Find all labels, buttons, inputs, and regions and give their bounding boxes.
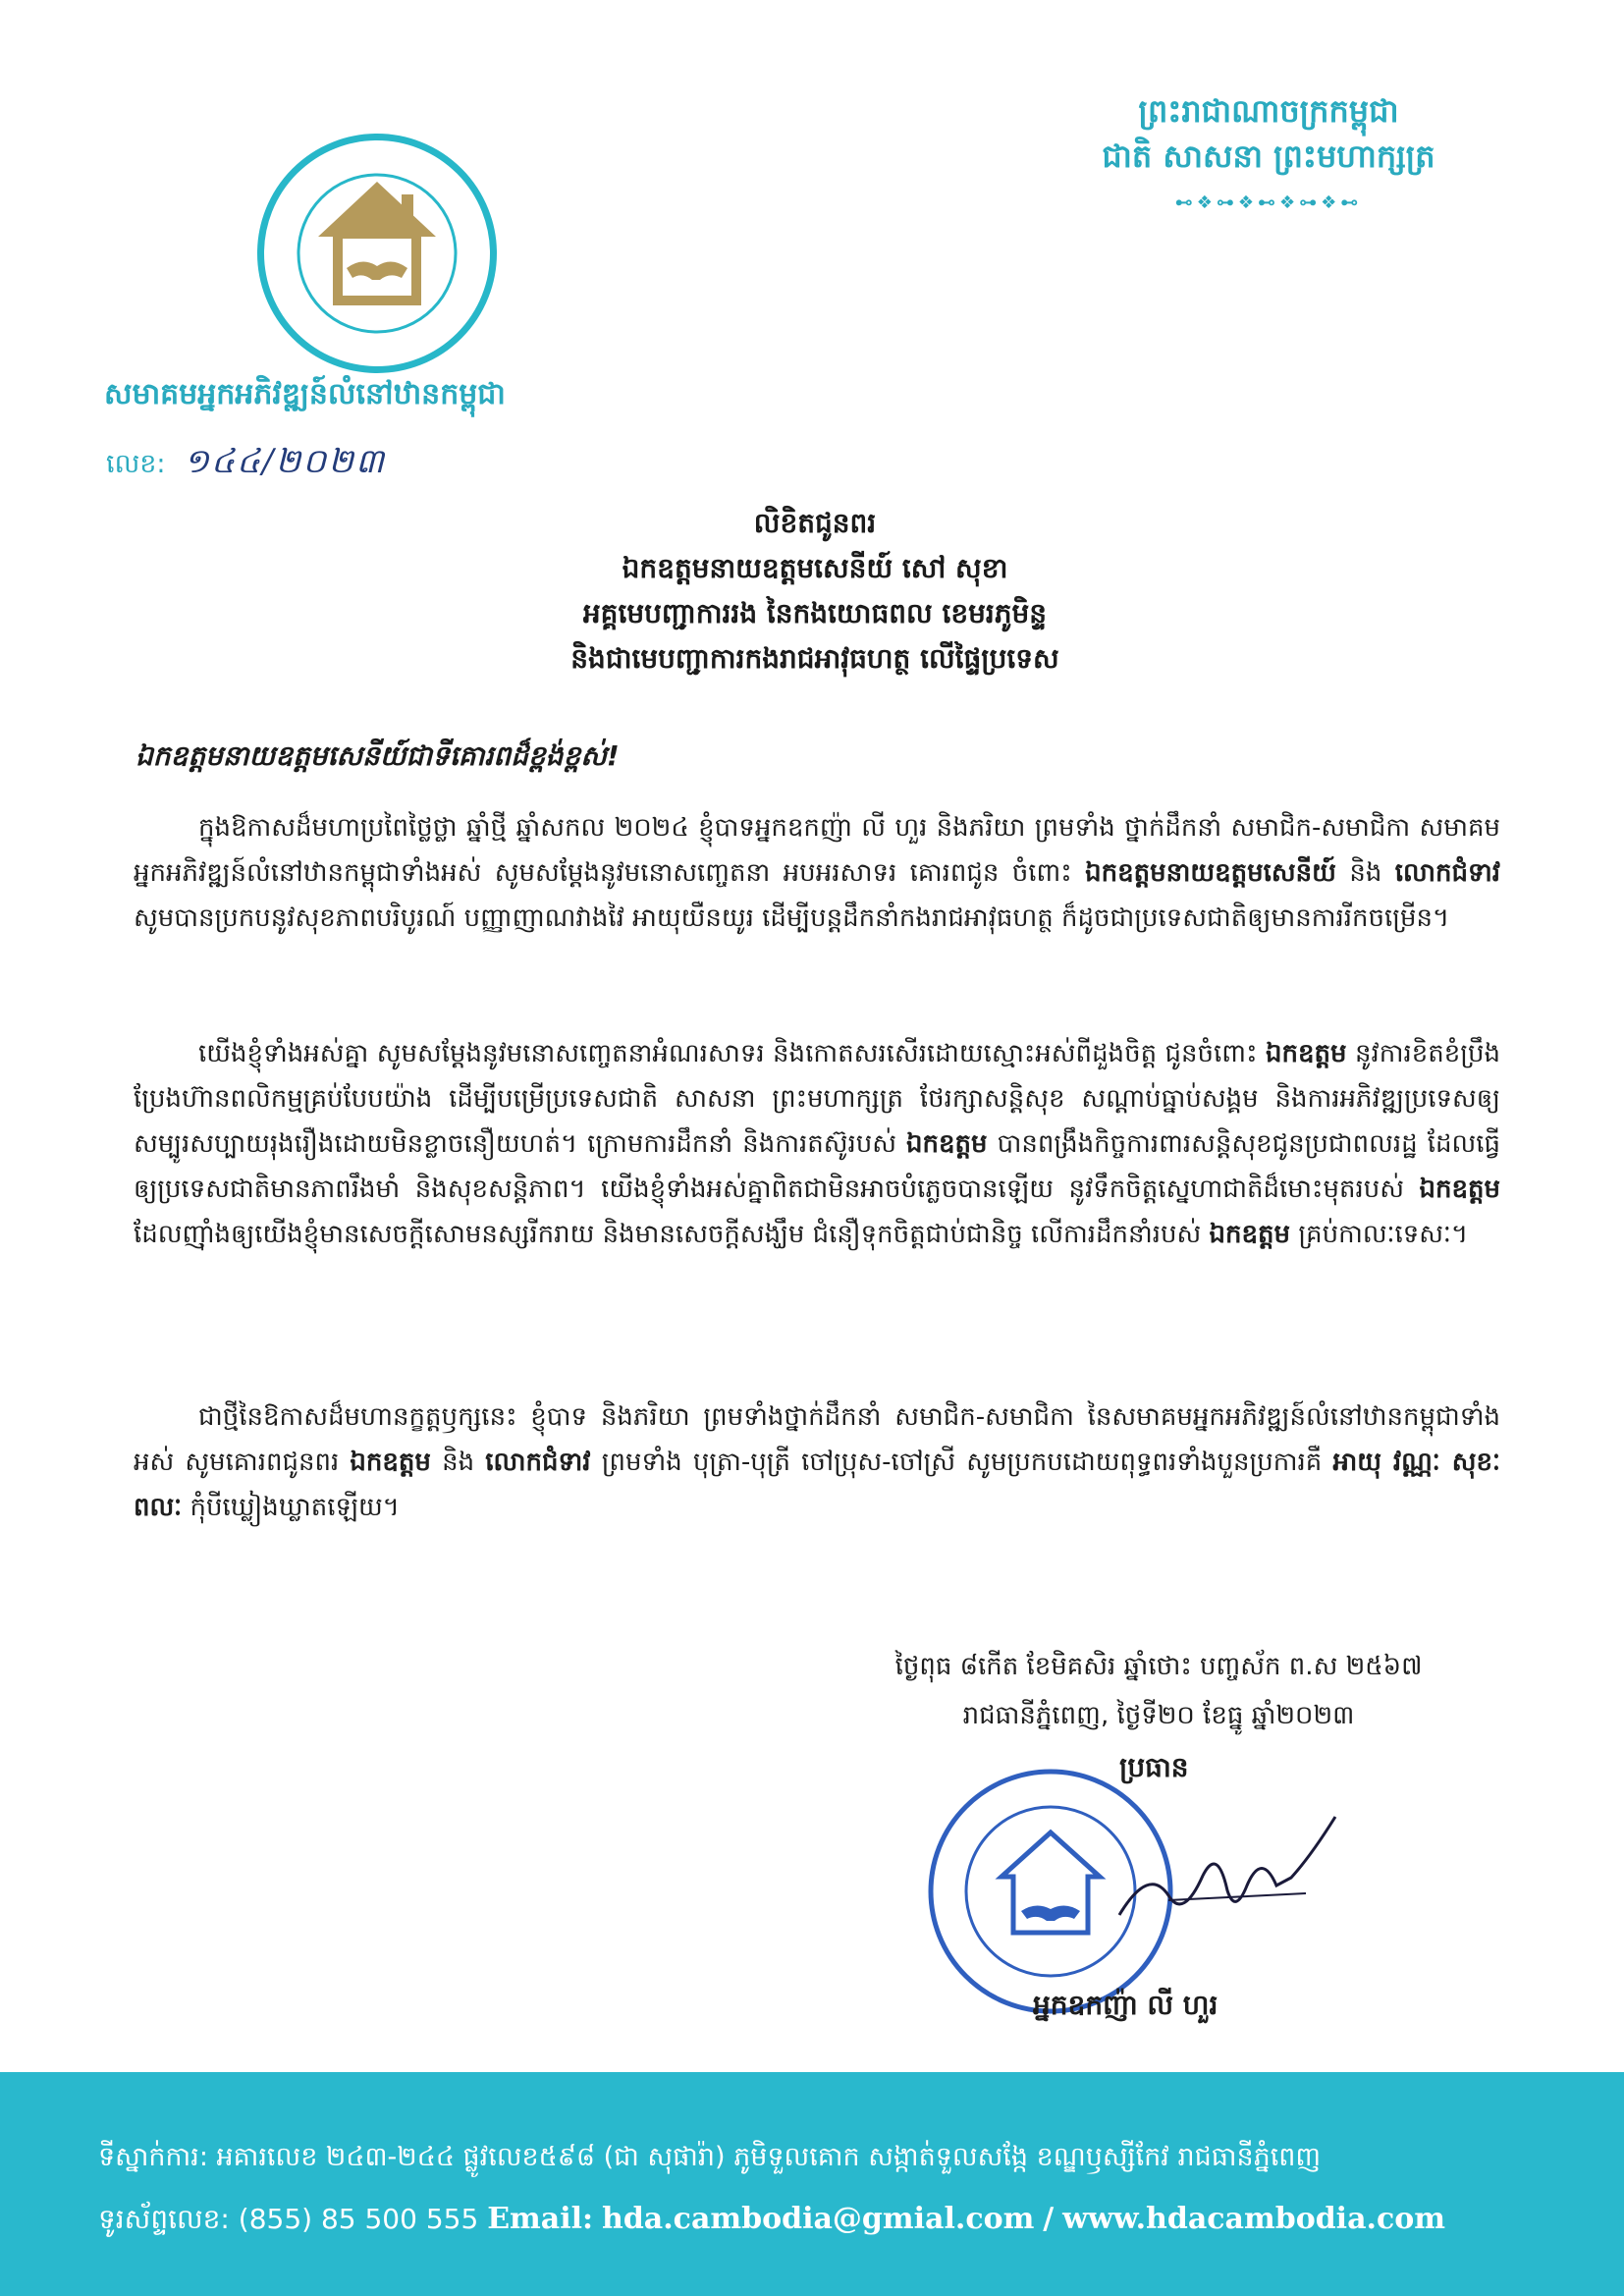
addressee-name: ឯកឧត្តមនាយឧត្តមសេនីយ៍ សៅ សុខា bbox=[622, 552, 1008, 584]
ornament-divider: ⊷❖⊶❖⊷❖⊶❖⊷ bbox=[1174, 192, 1363, 213]
kingdom-line: ព្រះរាជាណាចក្រកម្ពុជា bbox=[1138, 92, 1399, 130]
bold-run: ឯកឧត្តមនាយឧត្តមសេនីយ៍ bbox=[1085, 858, 1336, 888]
text-run: ក្នុងឱកាសដ៏មហាប្រពៃថ្លៃថ្លា ឆ្នាំថ្មី ឆ្នាំសកល ២០២៤ ខ្ញុំបាទអ្នកឧកញ៉ា លី ហួរ និងភរិយា ព្រមទាំង ថ្នាក់ដឹកនាំ សមាជិក-សមាជិកា សមាគមអ្នកអភិវឌ្ឍន៍លំនៅឋានកម្ពុជាទាំងអស់ សូមសម្តែងនូវមនោសញ្ចេតនា អបអរសាទរ គោរពជូន ចំពោះ bbox=[134, 813, 1501, 888]
reference-label: លេខ: bbox=[106, 449, 166, 479]
bold-run: អាយុ វណ្ណៈ សុខៈ ពលៈ bbox=[134, 1448, 1500, 1522]
date-block bbox=[854, 1642, 1463, 1740]
contact-separator: / bbox=[1043, 2202, 1055, 2236]
text-run: កុំបីឃ្លៀងឃ្លាតឡើយ។ bbox=[182, 1493, 400, 1522]
kingdom-motto bbox=[1033, 88, 1504, 213]
association-logo bbox=[257, 134, 497, 373]
footer-bar bbox=[0, 2072, 1624, 2296]
bold-run: ឯកឧត្តម bbox=[1419, 1175, 1500, 1204]
signature bbox=[1110, 1807, 1345, 1944]
president-title: ប្រធាន bbox=[1119, 1751, 1189, 1783]
bold-run: លោកជំទាវ bbox=[485, 1448, 591, 1477]
phone-number: (855) 85 500 555 bbox=[238, 2203, 479, 2235]
paragraph-3 bbox=[134, 1394, 1500, 1530]
bold-run: លោកជំទាវ bbox=[1394, 858, 1500, 888]
salutation: ឯកឧត្តមនាយឧត្តមសេនីយ៍ជាទីគោរពដ៏ខ្ពង់ខ្ពស់! bbox=[135, 739, 620, 772]
text-run: ដែលញ៉ាំងឲ្យយើងខ្ញុំមានសេចក្តីសោមនស្សរីករាយ និងមានសេចក្តីសង្ឃឹម ជំនឿទុកចិត្តជាប់ជានិច្ច លើការដឹកនាំរបស់ bbox=[134, 1220, 1210, 1249]
text-run: គ្រប់កាលៈទេសៈ។ bbox=[1290, 1220, 1469, 1249]
text-run: នូវការខិតខំប្រឹងប្រែងហ៊ានពលិកម្មគ្រប់បែបយ៉ាង ដើម្បីបម្រើប្រទេសជាតិ សាសនា ព្រះមហាក្សត្រ ថែរក្សាសន្តិសុខ សណ្តាប់ធ្នាប់សង្គម និងការអភិវឌ្ឍប្រទេសឲ្យសម្បូរសប្បាយរុងរឿងដោយមិនខ្លាចនឿយហត់។ ក្រោមការដឹកនាំ និងការតស៊ូរបស់ bbox=[134, 1039, 1500, 1159]
bold-run: ឯកឧត្តម bbox=[1265, 1039, 1347, 1068]
email-address: hda.cambodia@gmial.com bbox=[602, 2202, 1035, 2236]
bold-run: ឯកឧត្តម bbox=[350, 1448, 431, 1477]
addressee-position-2: និងជាមេបញ្ជាការកងរាជអាវុធហត្ថ លើផ្ទៃប្រទេស bbox=[570, 642, 1059, 675]
text-run: និង bbox=[430, 1448, 486, 1477]
addressee-block bbox=[324, 501, 1306, 682]
text-run: ជាថ្មីនៃឱកាសដ៏មហានក្ខត្តឫក្សនេះ ខ្ញុំបាទ និងភរិយា ព្រមទាំងថ្នាក់ដឹកនាំ សមាជិក-សមាជិកា នៃសមាគមអ្នកអភិវឌ្ឍន៍លំនៅឋានកម្ពុជាទាំងអស់ សូមគោរពជូនពរ bbox=[134, 1402, 1500, 1477]
paragraph-1 bbox=[134, 805, 1500, 941]
text-run: បានពង្រឹងកិច្ចការពារសន្តិសុខជូនប្រជាពលរដ្ឋ ដែលធ្វើឲ្យប្រទេសជាតិមានភាពរឹងមាំ និងសុខសន្តិភាព។ យើងខ្ញុំទាំងអស់គ្នាពិតជាមិនអាចបំភ្លេចបានឡើយ នូវទឹកចិត្តស្នេហាជាតិដ៏មោះមុតរបស់ bbox=[134, 1129, 1500, 1204]
organization-name: សមាគមអ្នកអភិវឌ្ឍន៍លំនៅឋានកម្ពុជា bbox=[104, 377, 506, 411]
paragraph-2 bbox=[134, 1031, 1500, 1257]
place-date: រាជធានីភ្នំពេញ, ថ្ងៃទី២០ ខែធ្នូ ឆ្នាំ២០២៣ bbox=[962, 1701, 1355, 1730]
reference-value: ១៤៤/២០២៣ bbox=[184, 442, 387, 481]
footer-address: ទីស្នាក់ការ: អគារលេខ ២៤៣-២៤៤ ផ្លូវលេខ៥៩៨ (ជា សុផារ៉ា) ភូមិទួលគោក សង្កាត់ទួលសង្កែ ខណ្ឌឫស្សីកែវ រាជធានីភ្នំពេញ bbox=[98, 2142, 1322, 2172]
reference-number bbox=[106, 440, 386, 489]
text-run: យើងខ្ញុំទាំងអស់គ្នា សូមសម្តែងនូវមនោសញ្ចេតនាអំណរសាទរ និងកោតសរសើរដោយស្មោះអស់ពីដួងចិត្ត ជូនចំពោះ bbox=[198, 1039, 1266, 1068]
phone-label: ទូរស័ព្ទលេខ: bbox=[98, 2203, 230, 2235]
house-handshake-icon bbox=[264, 140, 490, 366]
bold-run: ឯកឧត្តម bbox=[1209, 1220, 1291, 1249]
nation-religion-king-line: ជាតិ សាសនា ព្រះមហាក្សត្រ bbox=[1102, 137, 1435, 175]
text-run: និង bbox=[1335, 858, 1395, 888]
email-label: Email: bbox=[487, 2202, 594, 2236]
addressee-position: អគ្គមេបញ្ជាការរង នៃកងយោធពល ខេមរភូមិន្ទ bbox=[582, 597, 1048, 629]
lunar-date: ថ្ងៃពុធ ៨កើត ខែមិគសិរ ឆ្នាំថោះ បញ្ចស័ក ព.ស ២៥៦៧ bbox=[894, 1652, 1423, 1681]
text-run: ព្រមទាំង បុត្រា-បុត្រី ចៅប្រុស-ចៅស្រី សូមប្រកបដោយពុទ្ធពរទាំងបួនប្រការគឺ bbox=[590, 1448, 1333, 1477]
bold-run: ឯកឧត្តម bbox=[906, 1129, 988, 1159]
footer-contact bbox=[98, 2202, 1445, 2242]
letter-title: លិខិតជូនពរ bbox=[753, 507, 877, 539]
website-link: www.hdacambodia.com bbox=[1062, 2202, 1445, 2236]
text-run: សូមបានប្រកបនូវសុខភាពបរិបូរណ៍ បញ្ញាញាណវាងវៃ អាយុយឺនយូរ ដើម្បីបន្តដឹកនាំកងរាជអាវុធហត្ថ ក៏ដូចជាប្រទេសជាតិឲ្យមានការរីកចម្រើន។ bbox=[134, 903, 1450, 933]
signer-name: អ្នកឧកញ៉ា លី ហួរ bbox=[1033, 1989, 1218, 2021]
